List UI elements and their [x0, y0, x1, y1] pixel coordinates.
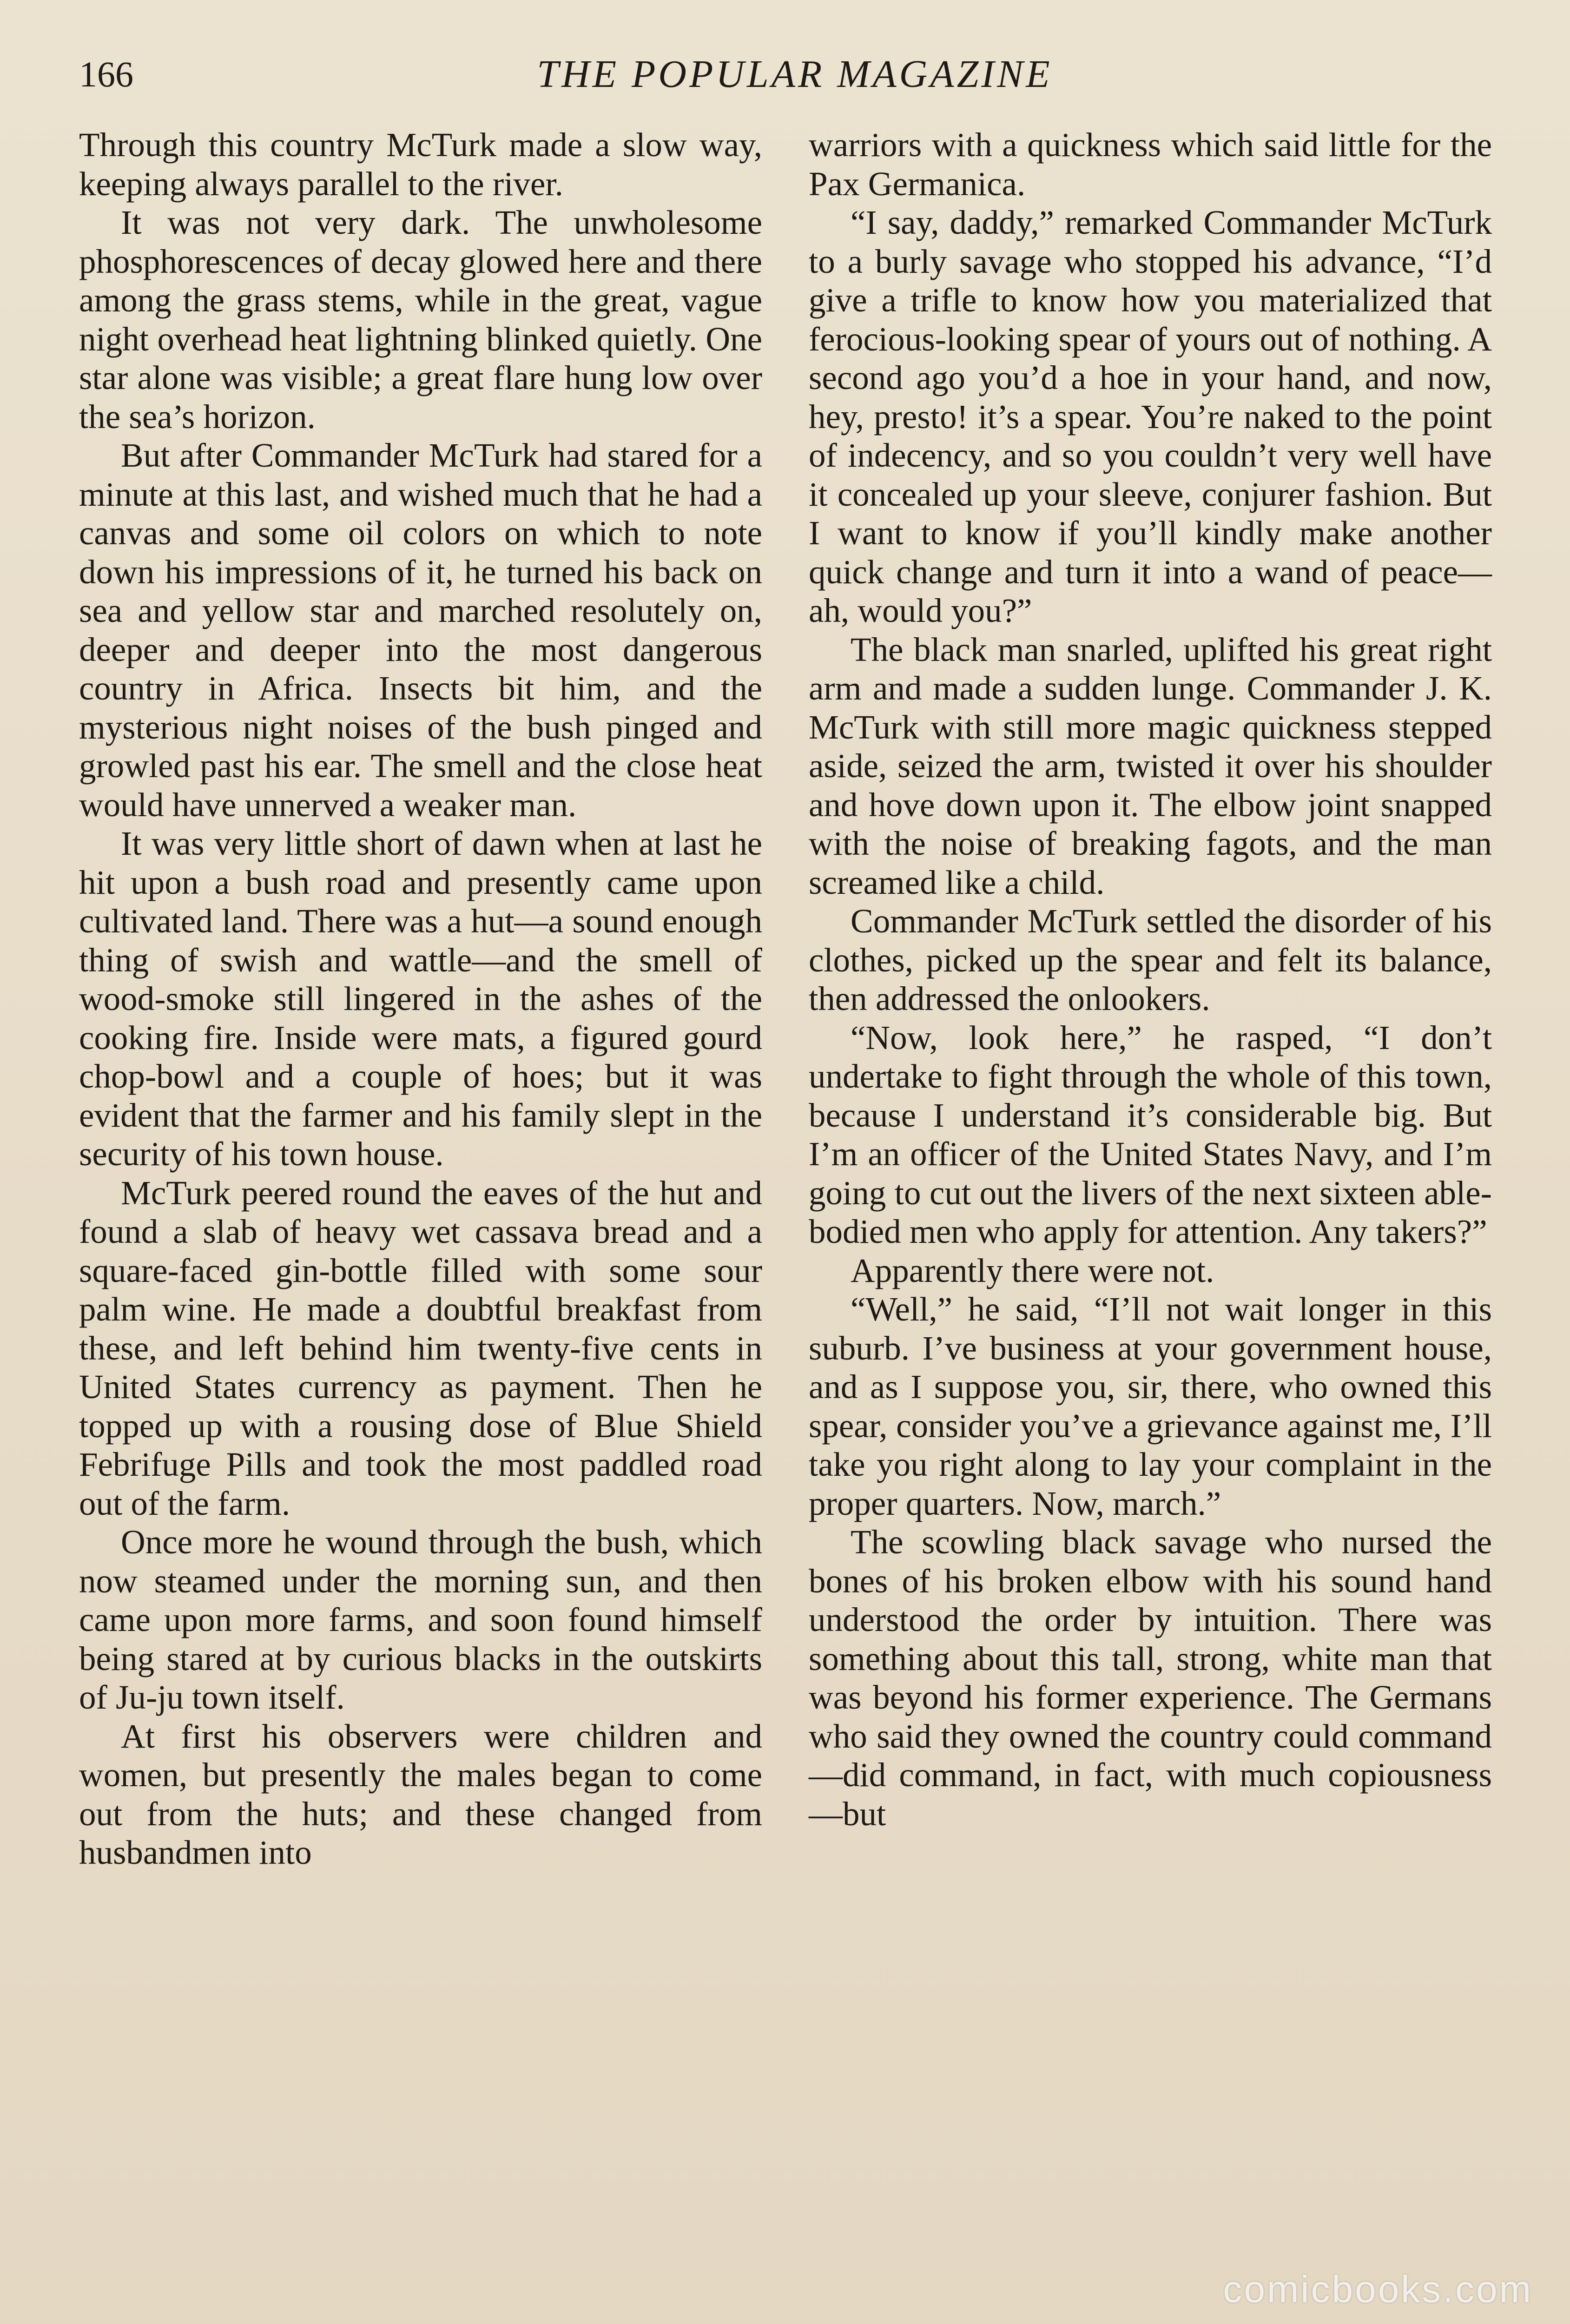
paragraph: It was very little short of dawn when at last he hit upon a bush road and presently came upon cultivated land. There was a hut—a sound enough thing of swish and wattle—and the smell of wood-smoke still lingered in the ashes of the cooking fire. Inside were mats, a figured gourd chop-bowl and a couple of hoes; but it was evident that the farmer and his family slept in the security of his town house.: [79, 825, 762, 1173]
right-column: [809, 125, 1492, 1833]
paragraph: Through this country McTurk made a slow way, keeping always parallel to the river.: [79, 126, 762, 203]
paragraph: At first his observers were children and women, but presently the males began to come out from the huts; and these changed from husbandmen into: [79, 1717, 762, 1871]
paragraph: The scowling black savage who nursed the bones of his broken elbow with his sound hand understood the order by intuition. There was something about this tall, strong, white man that was beyond his former experience. The Germans who said they owned the country could command—did command, in fact, with much copiousness—but: [809, 1523, 1492, 1833]
paragraph: Once more he wound through the bush, which now steamed under the morning sun, and then came upon more farms, and soon found himself being stared at by curious blacks in the outskirts of Ju-ju town itself.: [79, 1523, 762, 1716]
paragraph: warriors with a quickness which said little for the Pax Germanica.: [809, 126, 1492, 203]
paragraph: The black man snarled, uplifted his great right arm and made a sudden lunge. Commander J. K. McTurk with still more magic quickness stepped aside, seized the arm, twisted it over his shoulder and hove down upon it. The elbow joint snapped with the noise of breaking fagots, and the man screamed like a child.: [809, 630, 1492, 901]
running-title: THE POPULAR MAGAZINE: [537, 53, 1053, 96]
paragraph: “Well,” he said, “I’ll not wait longer in this suburb. I’ve business at your government house, and as I suppose you, sir, there, who owned this spear, consider you’ve a grievance against me, I’ll take you right along to lay your complaint in the proper quarters. Now, march.”: [809, 1290, 1492, 1522]
paragraph: Commander McTurk settled the disorder of his clothes, picked up the spear and felt its balance, then addressed the onlookers.: [809, 902, 1492, 1017]
paragraph: It was not very dark. The unwholesome phosphorescences of decay glowed here and there among the grass stems, while in the great, vague night overhead heat lightning blinked quietly. One star alone was visible; a great flare hung low over the sea’s horizon.: [79, 204, 762, 436]
left-column: [79, 125, 762, 1872]
page-header: [74, 44, 1515, 105]
paragraph: “I say, daddy,” remarked Commander McTurk to a burly savage who stopped his advance, “I’d give a trifle to know how you materialized that ferocious-looking spear of yours out of nothing. A second ago you’d a hoe in your hand, and now, hey, presto! it’s a spear. You’re naked to the point of indecency, and so you couldn’t very well have it concealed up your sleeve, conjurer fashion. But I want to know if you’ll kindly make another quick change and turn it into a wand of peace—ah, would you?”: [809, 204, 1492, 629]
paragraph: McTurk peered round the eaves of the hut and found a slab of heavy wet cassava bread and a square-faced gin-bottle filled with some sour palm wine. He made a doubtful breakfast from these, and left behind him twenty-five cents in United States currency as payment. Then he topped up with a rousing dose of Blue Shield Febrifuge Pills and took the most paddled road out of the farm.: [79, 1174, 762, 1522]
paragraph: But after Commander McTurk had stared for a minute at this last, and wished much that he had a canvas and some oil colors on which to note down his impressions of it, he turned his back on sea and yellow star and marched resolutely on, deeper and deeper into the most dangerous country in Africa. Insects bit him, and the mysterious night noises of the bush pinged and growled past his ear. The smell and the close heat would have unnerved a weaker man.: [79, 436, 762, 824]
paragraph: “Now, look here,” he rasped, “I don’t undertake to fight through the whole of this town, because I understand it’s considerable big. But I’m an officer of the United States Navy, and I’m going to cut out the livers of the next sixteen able-bodied men who apply for attention. Any takers?”: [809, 1018, 1492, 1250]
page-number: 166: [79, 54, 133, 94]
watermark: comicbooks.com: [1223, 2268, 1533, 2311]
paragraph: Apparently there were not.: [851, 1251, 1214, 1289]
